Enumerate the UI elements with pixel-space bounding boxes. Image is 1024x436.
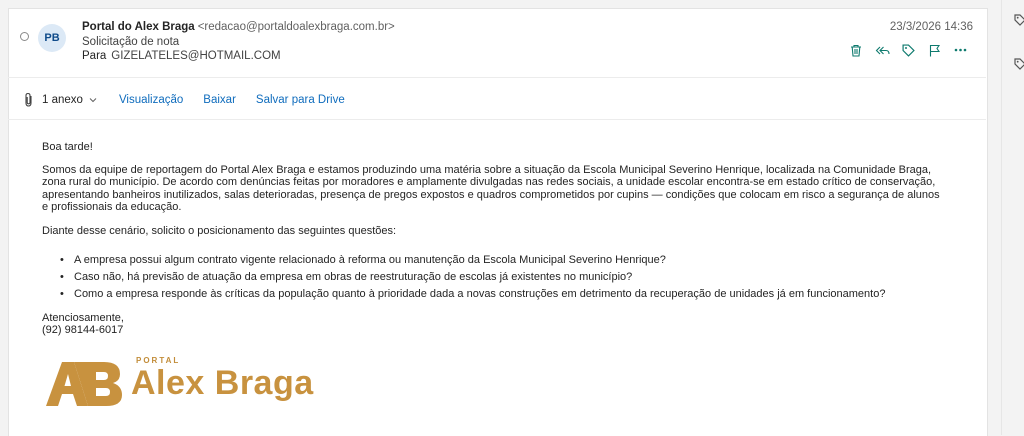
more-actions-button[interactable] bbox=[947, 41, 973, 59]
body-paragraph: Somos da equipe de reportagem do Portal Alex Braga e estamos produzindo uma matéria sobre a situação da Escola Municipal Severino Henrique, localizada na Comunidade Braga, zona rural do município. De acordo com denúncias feitas por moradores e amplamente divulgadas nas redes sociais, a unidade escolar encontra-se em estado crítico de conservação, apresentando banheiros inutilizados, salas deterioradas, presença de pregos expostos e quadros comprometidos por cupins — condições que colocam em risco a segurança de alunos e profissionais da educação. bbox=[42, 163, 940, 214]
message-body bbox=[42, 141, 947, 337]
question-list bbox=[42, 252, 947, 303]
reply-all-button[interactable] bbox=[869, 41, 895, 59]
closing-text: Atenciosamente, bbox=[42, 311, 124, 324]
categorize-button[interactable] bbox=[895, 41, 921, 59]
phone-number: (92) 98144-6017 bbox=[42, 324, 124, 337]
attachments-dropdown[interactable] bbox=[42, 94, 97, 106]
avatar: PB bbox=[38, 24, 66, 52]
message-actions bbox=[843, 41, 973, 59]
body-paragraph: Diante desse cenário, solicito o posicionamento das seguintes questões: bbox=[42, 224, 397, 237]
select-radio[interactable] bbox=[20, 32, 29, 41]
flag-button[interactable] bbox=[921, 41, 947, 59]
ab-monogram-icon bbox=[44, 356, 124, 408]
message-date: 23/3/2026 14:36 bbox=[889, 21, 973, 33]
logo-name-text: Alex Braga bbox=[131, 364, 314, 402]
list-item: • Caso não, há previsão de atuação da empresa em obras de reestruturação de escolas já existentes no município? bbox=[74, 269, 947, 286]
to-label: Para bbox=[82, 50, 107, 62]
list-item: • A empresa possui algum contrato vigente relacionado à reforma ou manutenção da Escola Municipal Severino Henrique? bbox=[74, 252, 947, 269]
greeting: Boa tarde! bbox=[42, 141, 93, 153]
logo-portal-text: PORTAL bbox=[136, 356, 181, 365]
download-link[interactable]: Baixar bbox=[203, 94, 236, 106]
trash-icon bbox=[850, 44, 862, 57]
preview-link[interactable]: Visualização bbox=[118, 94, 184, 106]
sender-name[interactable]: Portal do Alex Braga bbox=[82, 21, 195, 33]
recipient-address[interactable]: GIZELATELES@HOTMAIL.COM bbox=[111, 50, 281, 62]
attachment-count: 1 anexo bbox=[42, 94, 83, 106]
tag-icon[interactable] bbox=[1014, 14, 1024, 26]
attachment-bar bbox=[22, 91, 345, 109]
reply-all-icon bbox=[875, 45, 890, 56]
reading-pane-divider bbox=[1001, 0, 1002, 435]
recipient-line bbox=[82, 50, 281, 62]
delete-button[interactable] bbox=[843, 41, 869, 59]
tag-icon bbox=[902, 44, 915, 57]
paperclip-icon bbox=[22, 92, 36, 108]
save-to-drive-link[interactable]: Salvar para Drive bbox=[255, 94, 345, 106]
chevron-down-icon bbox=[89, 96, 97, 104]
message-subject: Solicitação de nota bbox=[82, 36, 180, 48]
more-icon bbox=[954, 48, 967, 52]
sender bbox=[82, 21, 395, 33]
attachment-divider bbox=[8, 119, 986, 120]
sender-email: <redacao@portaldoalexbraga.com.br> bbox=[197, 21, 395, 33]
portal-logo bbox=[44, 356, 344, 408]
flag-icon bbox=[929, 44, 940, 57]
list-item: • Como a empresa responde às críticas da população quanto à prioridade dada a novas construções em detrimento da recuperação de unidades já em funcionamento? bbox=[74, 286, 947, 303]
header-divider bbox=[8, 77, 986, 78]
tag-icon[interactable] bbox=[1014, 58, 1024, 70]
signature bbox=[42, 312, 947, 337]
